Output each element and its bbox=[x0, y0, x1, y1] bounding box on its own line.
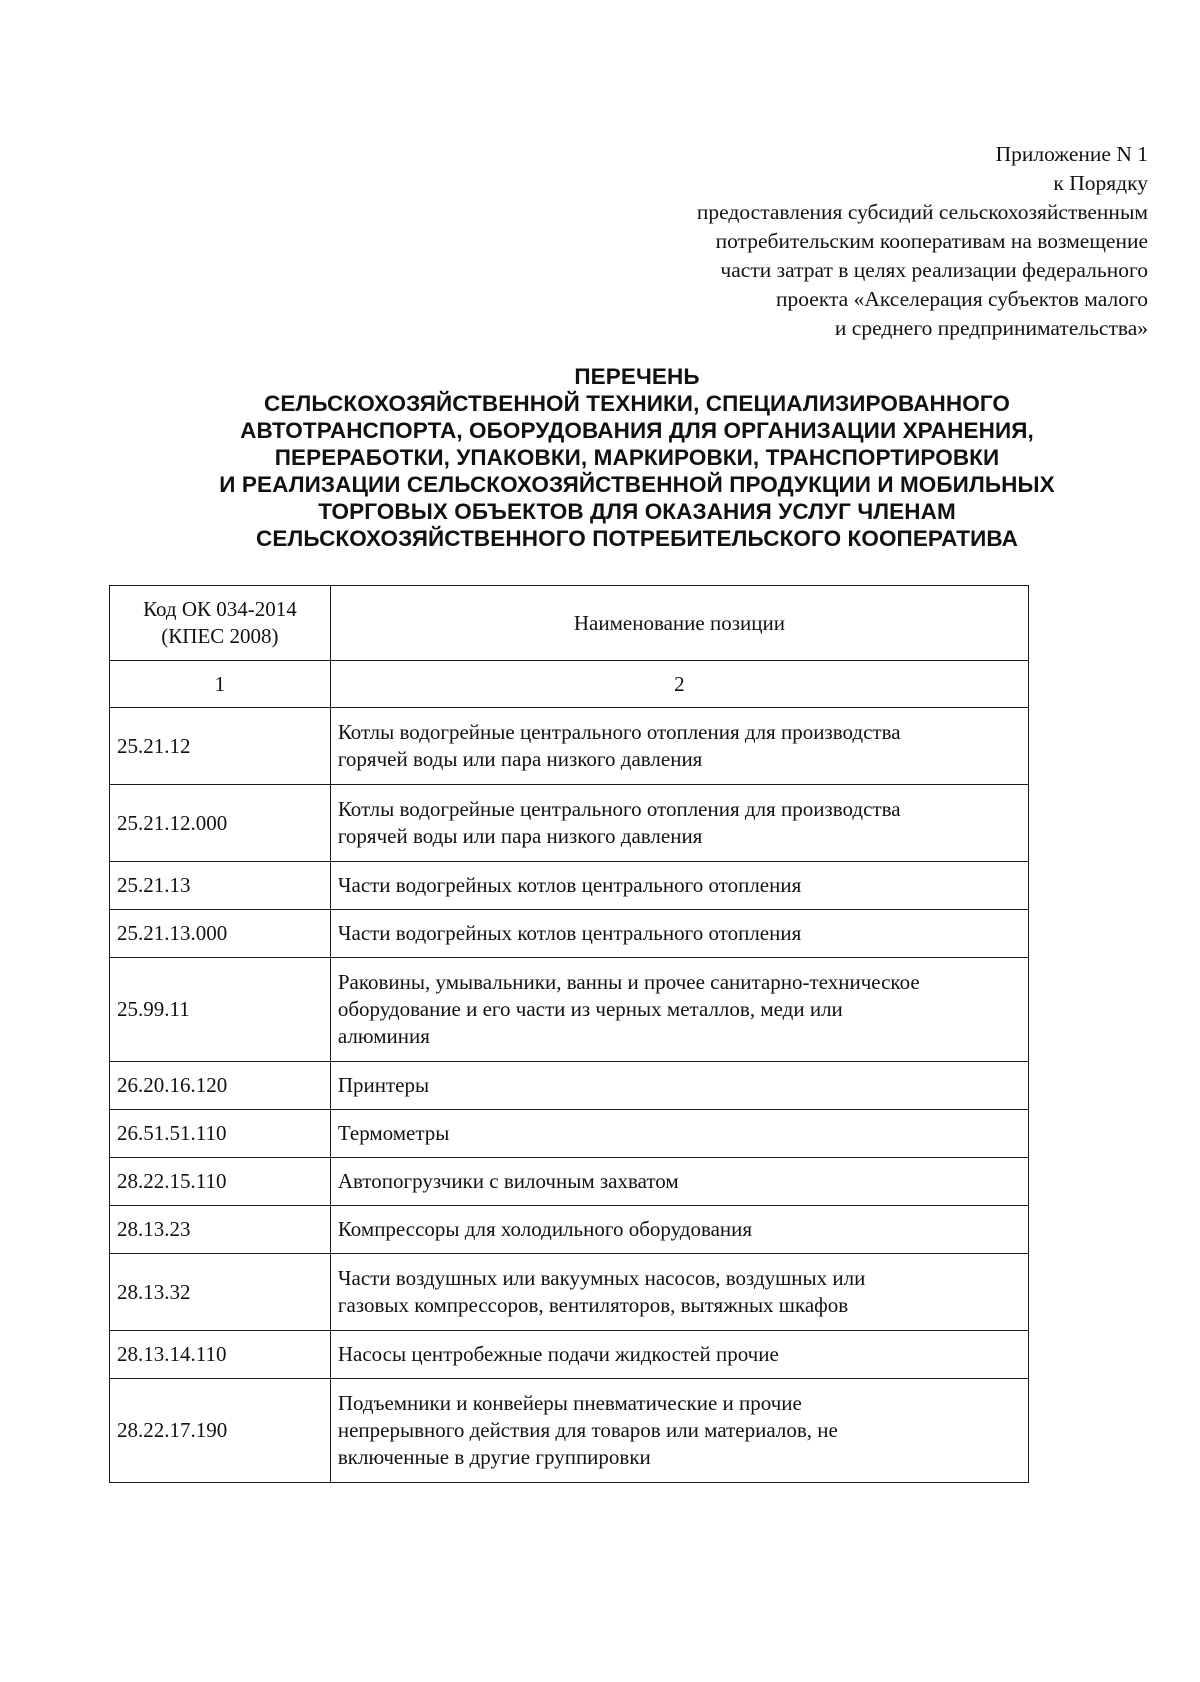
header-code-line: (КПЕС 2008) bbox=[161, 624, 279, 648]
row-name bbox=[330, 785, 1028, 862]
table-row bbox=[110, 1206, 1029, 1254]
row-code: 25.21.12.000 bbox=[110, 785, 331, 862]
row-name bbox=[330, 1254, 1028, 1331]
title-line: И РЕАЛИЗАЦИИ СЕЛЬСКОХОЗЯЙСТВЕННОЙ ПРОДУКЦИИ И МОБИЛЬНЫХ bbox=[219, 472, 1055, 497]
appendix-line: и среднего предпринимательства» bbox=[834, 316, 1148, 340]
row-name bbox=[330, 958, 1028, 1062]
table-row bbox=[110, 1331, 1029, 1379]
row-name-line: алюминия bbox=[337, 1024, 430, 1048]
row-name bbox=[330, 708, 1028, 785]
table-row bbox=[110, 1110, 1029, 1158]
appendix-line: предоставления субсидий сельскохозяйственным bbox=[696, 200, 1148, 224]
row-name-line: Части водогрейных котлов центрального отопления bbox=[337, 873, 802, 897]
row-code: 25.21.13.000 bbox=[110, 910, 331, 958]
column-number-row bbox=[110, 661, 1029, 708]
row-name-line: Котлы водогрейные центрального отопления для производства bbox=[337, 797, 901, 821]
table-header-row bbox=[110, 586, 1029, 661]
table-row bbox=[110, 1158, 1029, 1206]
row-code: 28.13.23 bbox=[110, 1206, 331, 1254]
table-row bbox=[110, 1379, 1029, 1483]
appendix-line: к Порядку bbox=[1053, 171, 1148, 195]
row-name-line: газовых компрессоров, вентиляторов, вытяжных шкафов bbox=[337, 1293, 849, 1317]
table-row bbox=[110, 958, 1029, 1062]
row-name bbox=[330, 1206, 1028, 1254]
row-name-line: горячей воды или пара низкого давления bbox=[337, 747, 703, 771]
title-line: ПЕРЕРАБОТКИ, УПАКОВКИ, МАРКИРОВКИ, ТРАНСПОРТИРОВКИ bbox=[274, 445, 1000, 470]
header-code bbox=[110, 586, 331, 661]
row-name-line: оборудование и его части из черных металлов, меди или bbox=[337, 997, 843, 1021]
appendix-line: части затрат в целях реализации федерального bbox=[720, 258, 1148, 282]
row-name bbox=[330, 1331, 1028, 1379]
row-name-line: Подъемники и конвейеры пневматические и прочие bbox=[337, 1391, 802, 1415]
title-line: ТОРГОВЫХ ОБЪЕКТОВ ДЛЯ ОКАЗАНИЯ УСЛУГ ЧЛЕНАМ bbox=[318, 499, 956, 524]
row-code: 28.22.15.110 bbox=[110, 1158, 331, 1206]
table-row bbox=[110, 708, 1029, 785]
row-name-line: Компрессоры для холодильного оборудования bbox=[337, 1217, 753, 1241]
row-name-line: Части воздушных или вакуумных насосов, воздушных или bbox=[337, 1266, 866, 1290]
row-code: 28.13.32 bbox=[110, 1254, 331, 1331]
table-row bbox=[110, 910, 1029, 958]
header-code-line: Код ОК 034-2014 bbox=[143, 597, 297, 621]
row-name bbox=[330, 910, 1028, 958]
row-name bbox=[330, 862, 1028, 910]
row-name bbox=[330, 1158, 1028, 1206]
row-name-line: включенные в другие группировки bbox=[337, 1445, 651, 1469]
row-name-line: непрерывного действия для товаров или материалов, не bbox=[337, 1418, 838, 1442]
row-name-line: Автопогрузчики с вилочным захватом bbox=[337, 1169, 679, 1193]
row-name-line: Части водогрейных котлов центрального отопления bbox=[337, 921, 802, 945]
row-code: 25.99.11 bbox=[110, 958, 331, 1062]
row-code: 28.13.14.110 bbox=[110, 1331, 331, 1379]
table-row bbox=[110, 1062, 1029, 1110]
table-row bbox=[110, 1254, 1029, 1331]
row-code: 28.22.17.190 bbox=[110, 1379, 331, 1483]
appendix-reference bbox=[528, 140, 1148, 343]
appendix-line: потребительским кооперативам на возмещение bbox=[715, 229, 1148, 253]
document-title bbox=[120, 363, 1154, 552]
column-number: 2 bbox=[330, 661, 1028, 708]
row-name bbox=[330, 1379, 1028, 1483]
row-name-line: Раковины, умывальники, ванны и прочее санитарно-техническое bbox=[337, 970, 920, 994]
row-name bbox=[330, 1062, 1028, 1110]
row-name bbox=[330, 1110, 1028, 1158]
appendix-line: Приложение N 1 bbox=[995, 142, 1148, 166]
row-code: 25.21.12 bbox=[110, 708, 331, 785]
title-line: АВТОТРАНСПОРТА, ОБОРУДОВАНИЯ ДЛЯ ОРГАНИЗАЦИИ ХРАНЕНИЯ, bbox=[240, 418, 1034, 443]
header-name: Наименование позиции bbox=[330, 586, 1028, 661]
title-line: ПЕРЕЧЕНЬ bbox=[574, 364, 700, 389]
table-row bbox=[110, 785, 1029, 862]
title-line: СЕЛЬСКОХОЗЯЙСТВЕННОГО ПОТРЕБИТЕЛЬСКОГО КООПЕРАТИВА bbox=[256, 526, 1018, 551]
row-name-line: Насосы центробежные подачи жидкостей прочие bbox=[337, 1342, 779, 1366]
table-row bbox=[110, 862, 1029, 910]
row-name-line: горячей воды или пара низкого давления bbox=[337, 824, 703, 848]
row-name-line: Принтеры bbox=[337, 1073, 430, 1097]
appendix-line: проекта «Акселерация субъектов малого bbox=[776, 287, 1148, 311]
row-name-line: Котлы водогрейные центрального отопления для производства bbox=[337, 720, 901, 744]
row-code: 26.51.51.110 bbox=[110, 1110, 331, 1158]
row-code: 25.21.13 bbox=[110, 862, 331, 910]
title-line: СЕЛЬСКОХОЗЯЙСТВЕННОЙ ТЕХНИКИ, СПЕЦИАЛИЗИРОВАННОГО bbox=[263, 391, 1010, 416]
row-name-line: Термометры bbox=[337, 1121, 450, 1145]
row-code: 26.20.16.120 bbox=[110, 1062, 331, 1110]
column-number: 1 bbox=[110, 661, 331, 708]
equipment-table bbox=[109, 585, 1029, 1483]
